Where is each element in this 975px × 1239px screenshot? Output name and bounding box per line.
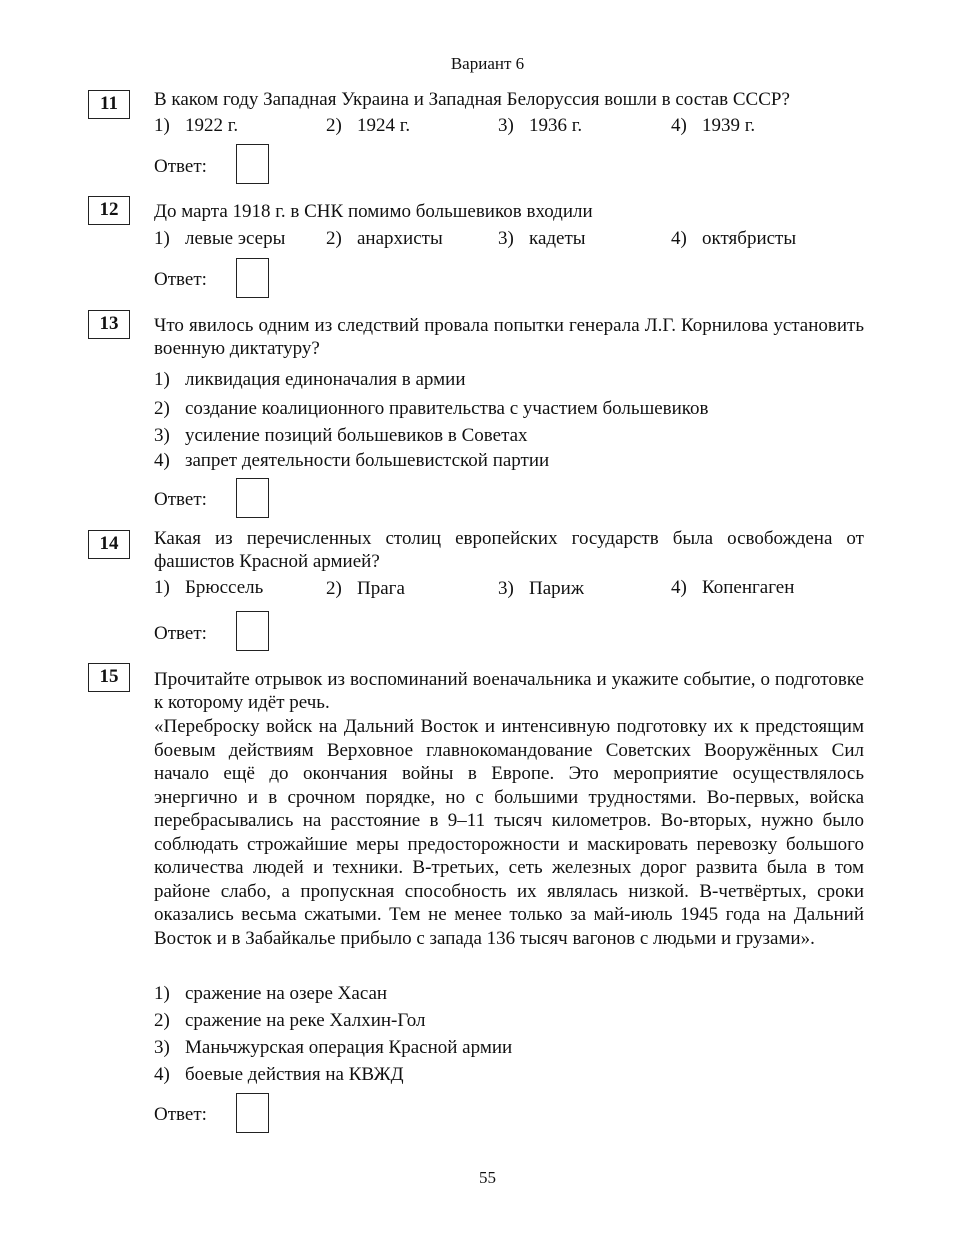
q14-option-4: 4) Копенгаген (671, 577, 795, 598)
q13-option-2: 2) создание коалиционного правительства с участием большевиков (154, 398, 709, 419)
page-number: 55 (479, 1168, 496, 1187)
question-text-12: До марта 1918 г. в СНК помимо большевиков входили (154, 201, 593, 222)
q11-option-4: 4) 1939 г. (671, 115, 756, 136)
answer-box-12[interactable] (236, 258, 269, 298)
q12-option-3: 3) кадеты (498, 228, 586, 249)
answer-label-11: Ответ: (154, 156, 207, 177)
q14-option-2: 2) Прага (326, 578, 405, 599)
answer-box-13[interactable] (236, 478, 269, 518)
q15-option-3: 3) Маньчжурская операция Красной армии (154, 1037, 513, 1058)
question-text-14: Какая из перечисленных столиц европейских государств была освобождена от фашистов Красной армией? (154, 528, 864, 572)
answer-box-11[interactable] (236, 144, 269, 184)
q13-option-4: 4) запрет деятельности большевистской партии (154, 450, 550, 471)
question-number-12: 12 (88, 196, 130, 225)
answer-box-14[interactable] (236, 611, 269, 651)
variant-header: Вариант 6 (450, 54, 525, 73)
q13-option-3: 3) усиление позиций большевиков в Советах (154, 425, 528, 446)
q11-option-3: 3) 1936 г. (498, 115, 583, 136)
q15-option-4: 4) боевые действия на КВЖД (154, 1064, 404, 1085)
q14-option-1: 1) Брюссель (154, 577, 264, 598)
q12-option-1: 1) левые эсеры (154, 228, 286, 249)
q12-option-2: 2) анархисты (326, 228, 443, 249)
answer-label-15: Ответ: (154, 1104, 207, 1125)
answer-label-14: Ответ: (154, 623, 207, 644)
q13-option-1: 1) ликвидация единоначалия в армии (154, 369, 466, 390)
question-number-15: 15 (88, 663, 130, 692)
q11-option-2: 2) 1924 г. (326, 115, 411, 136)
q15-option-1: 1) сражение на озере Хасан (154, 983, 388, 1004)
question-text-13: Что явилось одним из следствий провала попытки генерала Л.Г. Корнилова установить военную диктатуру? (154, 315, 864, 359)
answer-box-15[interactable] (236, 1093, 269, 1133)
answer-label-12: Ответ: (154, 269, 207, 290)
question-number-14: 14 (88, 530, 130, 559)
question-text-15: Прочитайте отрывок из воспоминаний военачальника и укажите событие, о подготовке к которому идёт речь. (154, 669, 864, 713)
question-text-11: В каком году Западная Украина и Западная Белоруссия вошли в состав СССР? (154, 89, 790, 110)
question-number-11: 11 (88, 90, 130, 119)
question-number-13: 13 (88, 310, 130, 339)
q11-option-1: 1) 1922 г. (154, 115, 239, 136)
question-passage-15: «Переброску войск на Дальний Восток и интенсивную подготовку их к предстоящим боевым действиям Верховное главнокомандование Советских Вооружённых Сил начало ещё до окончания войны в Европе. Это мероприятие осуществлялось энергично и в срочном порядке, но с большими трудностями. Во-первых, войска перебрасывались на расстояние в 9–11 тысяч километров. Во-вторых, нужно было соблюдать строжайшие меры предосторожности и маскировать перевозку большого количества людей и техники. В-третьих, сеть железных дорог развита была в том районе слабо, а пропускная способность их являлась низкой. В-четвёртых, сроки оказались весьма сжатыми. Тем не менее только за май-июль 1945 года на Дальний Восток и в Забайкалье прибыло с запада 136 тысяч вагонов с людьми и грузами». (154, 716, 864, 949)
q14-option-3: 3) Париж (498, 578, 584, 599)
q12-option-4: 4) октябристы (671, 228, 797, 249)
q15-option-2: 2) сражение на реке Халхин-Гол (154, 1010, 426, 1031)
answer-label-13: Ответ: (154, 489, 207, 510)
